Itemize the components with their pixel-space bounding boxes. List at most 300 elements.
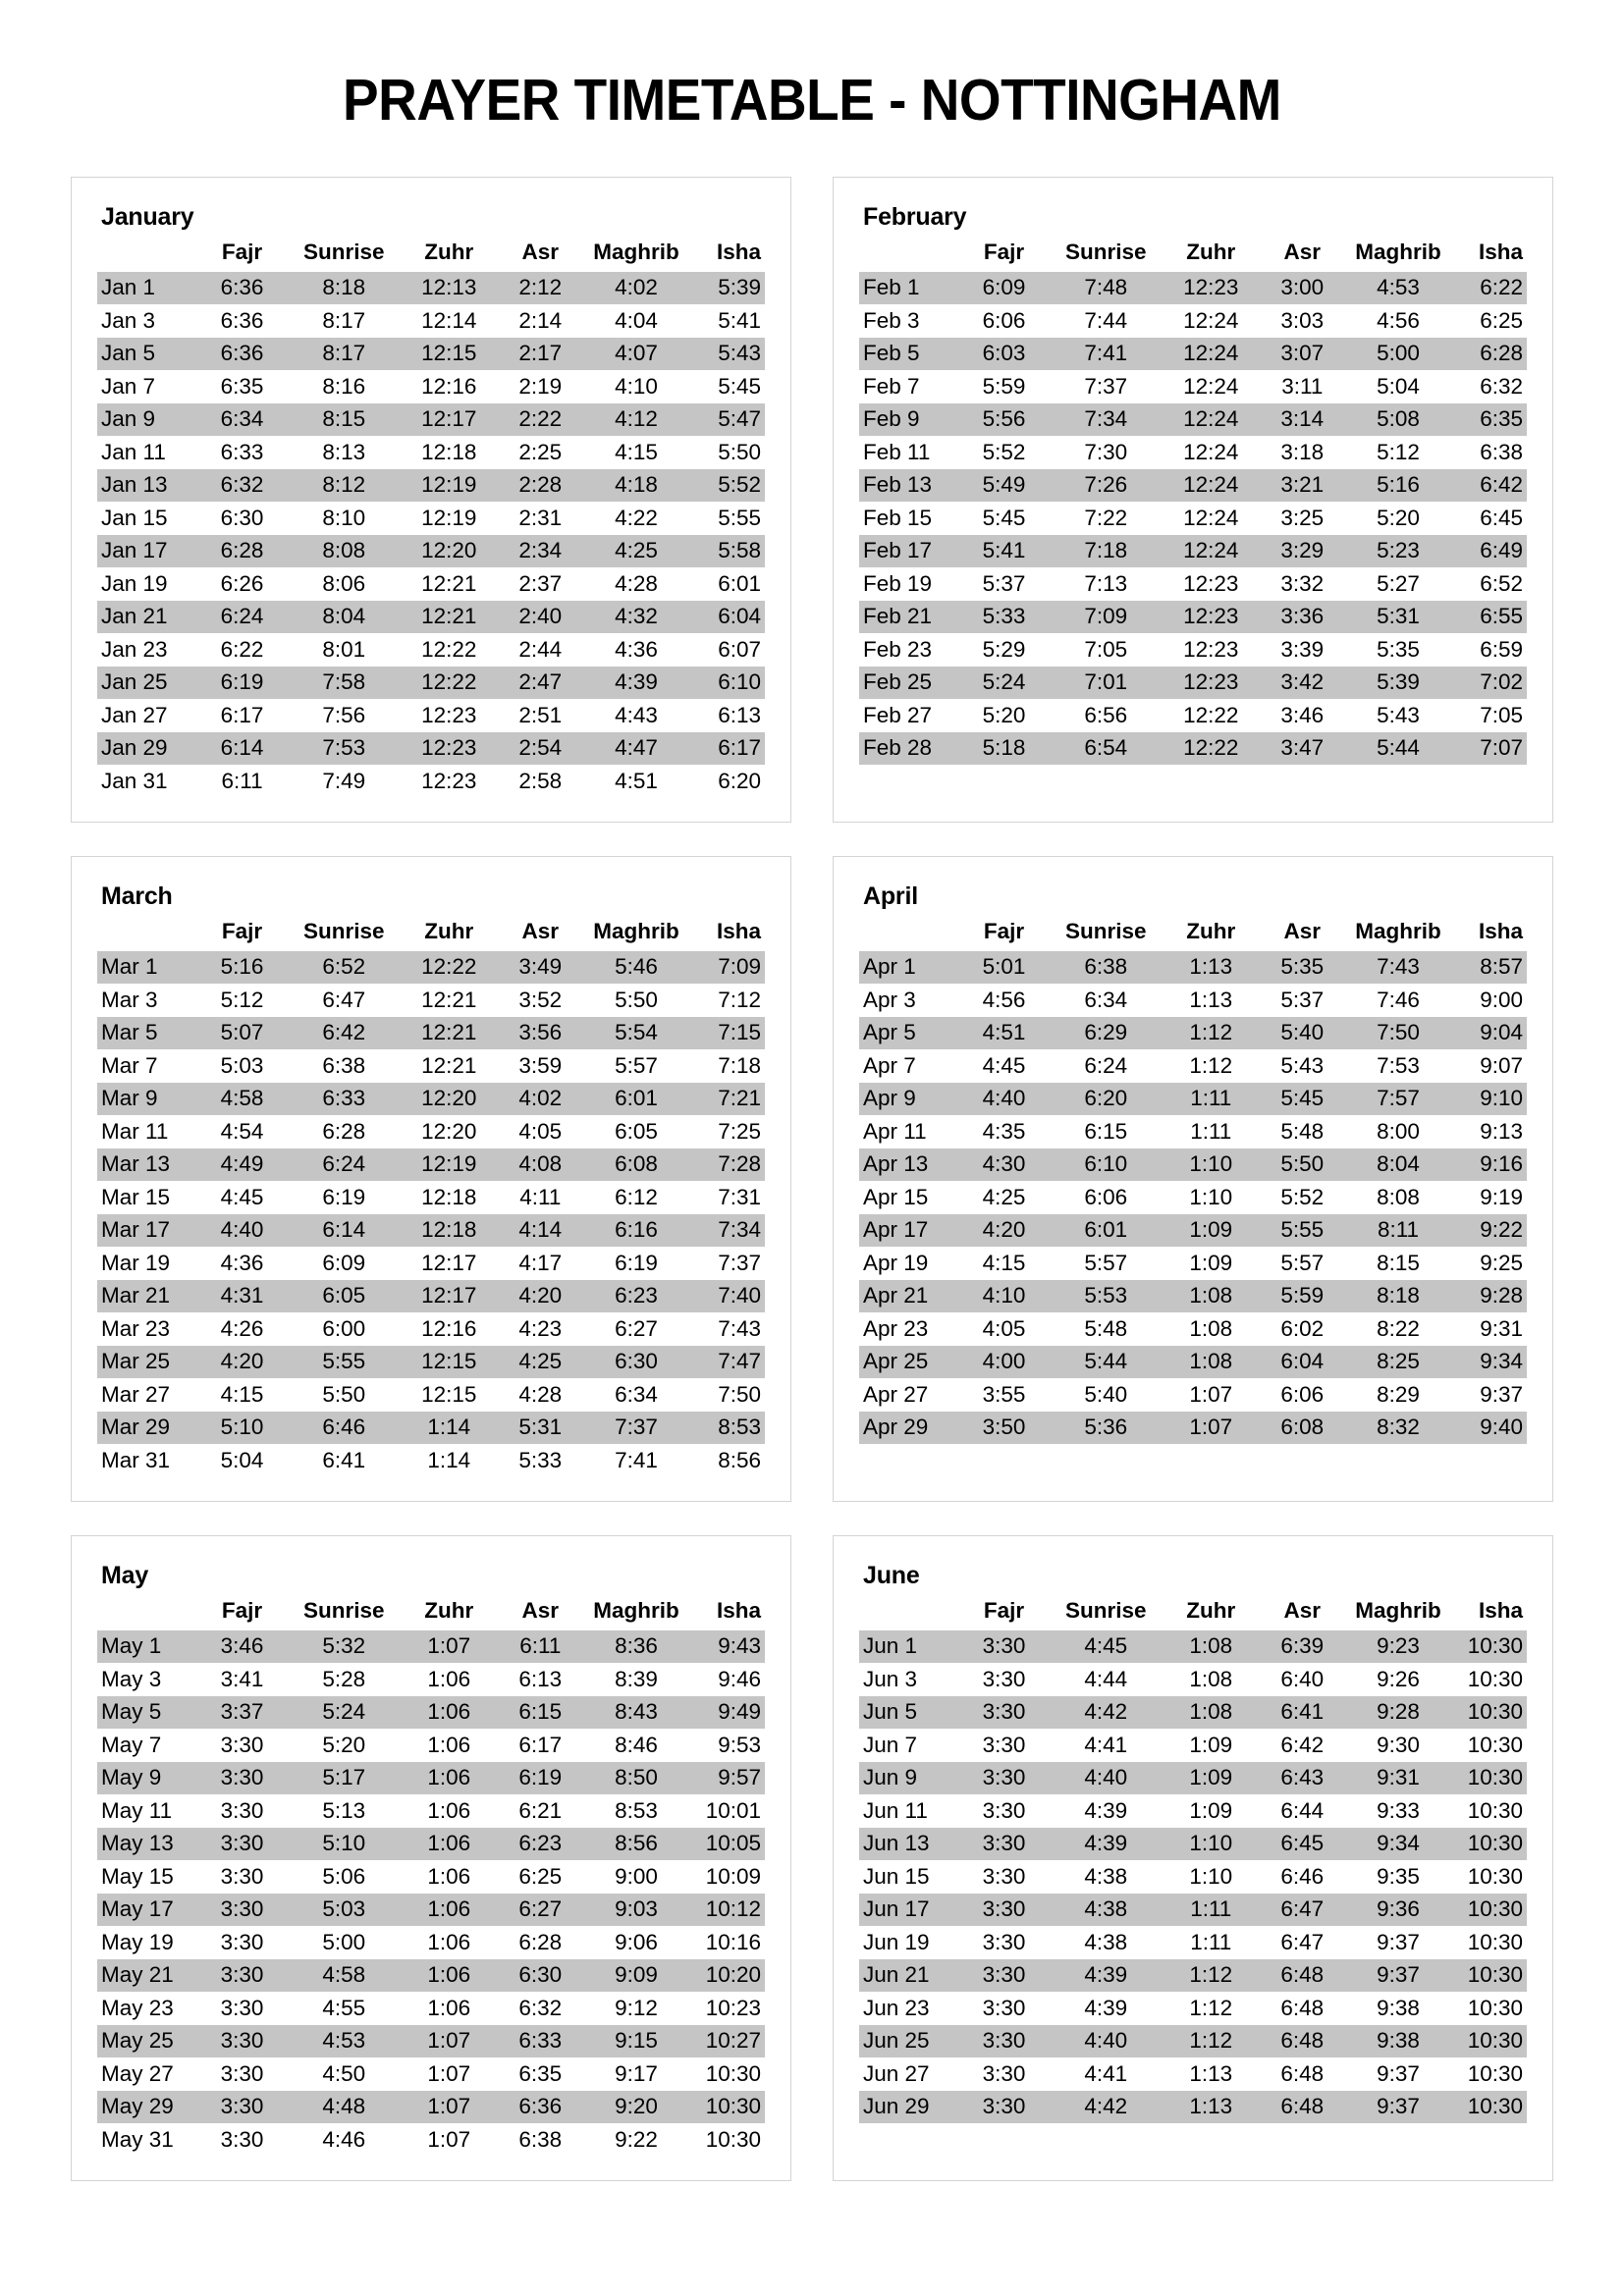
table-row — [97, 1083, 765, 1116]
cell-maghrib: 9:26 — [1377, 1666, 1420, 1691]
cell-maghrib: 6:30 — [583, 1346, 690, 1379]
cell-maghrib: 4:39 — [583, 667, 690, 700]
cell-fajr: 4:31 — [196, 1280, 288, 1313]
table-row — [97, 1017, 765, 1050]
table-row — [97, 502, 765, 535]
cell-date: Apr 29 — [859, 1412, 958, 1445]
cell-zuhr: 1:08 — [1189, 1666, 1233, 1691]
cell-isha: 6:35 — [1452, 403, 1527, 437]
cell-sunrise: 6:47 — [322, 987, 366, 1012]
cell-sunrise: 6:54 — [1050, 732, 1162, 766]
cell-maghrib: 5:57 — [615, 1052, 658, 1078]
cell-maghrib: 7:46 — [1377, 987, 1420, 1012]
cell-maghrib: 5:39 — [1345, 667, 1452, 700]
cell-date: Jan 13 — [97, 469, 196, 503]
cell-date: Mar 19 — [101, 1250, 171, 1275]
cell-maghrib: 9:37 — [1345, 2091, 1452, 2124]
cell-zuhr: 12:24 — [1162, 535, 1260, 568]
cell-asr: 6:46 — [1280, 1863, 1325, 1889]
cell-isha: 10:30 — [1467, 1863, 1523, 1889]
cell-fajr: 6:36 — [220, 307, 264, 333]
cell-fajr: 6:17 — [220, 702, 264, 727]
cell-sunrise: 5:00 — [322, 1929, 366, 1954]
cell-asr: 6:23 — [498, 1828, 582, 1861]
cell-asr: 6:48 — [1260, 2091, 1344, 2124]
cell-isha: 7:25 — [718, 1118, 761, 1144]
cell-zuhr: 12:24 — [1162, 403, 1260, 437]
cell-date: May 27 — [101, 2060, 174, 2086]
cell-fajr: 3:30 — [220, 1732, 264, 1757]
cell-zuhr: 12:22 — [421, 636, 477, 662]
cell-maghrib: 9:38 — [1377, 1995, 1420, 2020]
table-row — [97, 469, 765, 503]
cell-asr: 5:50 — [1260, 1148, 1344, 1182]
cell-sunrise: 7:41 — [1050, 338, 1162, 371]
cell-date: Feb 1 — [859, 272, 958, 305]
cell-asr: 2:51 — [518, 702, 563, 727]
cell-isha: 10:30 — [1452, 1894, 1527, 1927]
column-header-zuhr: Zuhr — [1186, 240, 1236, 265]
cell-isha: 9:22 — [1452, 1214, 1527, 1248]
cell-asr: 6:48 — [1280, 1995, 1325, 2020]
cell-maghrib: 9:23 — [1345, 1630, 1452, 1664]
cell-date: Mar 15 — [101, 1184, 171, 1209]
cell-sunrise: 6:14 — [288, 1214, 400, 1248]
cell-zuhr: 1:07 — [400, 2091, 498, 2124]
cell-asr: 6:27 — [498, 1894, 582, 1927]
cell-maghrib: 8:29 — [1377, 1381, 1420, 1407]
cell-date: Mar 9 — [97, 1083, 196, 1116]
cell-fajr: 6:09 — [958, 272, 1050, 305]
cell-isha: 10:30 — [1452, 1828, 1527, 1861]
cell-date: Jan 5 — [97, 338, 196, 371]
cell-isha: 10:30 — [1467, 1666, 1523, 1691]
cell-isha: 9:40 — [1452, 1412, 1527, 1445]
cell-asr: 3:42 — [1260, 667, 1344, 700]
cell-asr: 6:35 — [518, 2060, 563, 2086]
table-row — [859, 1992, 1527, 2025]
cell-date: Feb 15 — [863, 505, 933, 530]
cell-sunrise: 6:10 — [1050, 1148, 1162, 1182]
cell-isha: 10:30 — [1467, 1995, 1523, 2020]
cell-asr: 6:33 — [498, 2025, 582, 2058]
column-header-zuhr: Zuhr — [1186, 1598, 1236, 1624]
table-header-row — [859, 240, 1527, 272]
cell-maghrib: 7:50 — [1345, 1017, 1452, 1050]
cell-zuhr: 12:18 — [400, 1214, 498, 1248]
cell-maghrib: 4:47 — [583, 732, 690, 766]
cell-sunrise: 8:06 — [322, 570, 366, 596]
cell-sunrise: 8:08 — [288, 535, 400, 568]
cell-fajr: 5:07 — [196, 1017, 288, 1050]
table-row — [859, 2057, 1527, 2091]
cell-maghrib: 8:39 — [615, 1666, 658, 1691]
cell-date: Feb 27 — [863, 702, 933, 727]
cell-sunrise: 8:10 — [322, 505, 366, 530]
cell-asr: 5:52 — [1280, 1184, 1325, 1209]
cell-isha: 9:31 — [1480, 1315, 1523, 1341]
cell-asr: 4:08 — [498, 1148, 582, 1182]
column-header-zuhr: Zuhr — [424, 919, 474, 944]
cell-isha: 6:32 — [1480, 373, 1523, 399]
cell-date: Mar 5 — [97, 1017, 196, 1050]
cell-maghrib: 8:11 — [1345, 1214, 1452, 1248]
cell-maghrib: 6:01 — [583, 1083, 690, 1116]
column-header-date — [97, 240, 196, 272]
table-row — [97, 984, 765, 1017]
cell-isha: 10:30 — [1452, 1959, 1527, 1993]
cell-date: Jun 3 — [863, 1666, 918, 1691]
cell-zuhr: 1:12 — [1162, 2025, 1260, 2058]
cell-maghrib: 5:23 — [1345, 535, 1452, 568]
cell-maghrib: 5:35 — [1377, 636, 1420, 662]
table-row — [97, 304, 765, 338]
cell-maghrib: 9:12 — [615, 1995, 658, 2020]
cell-date: Apr 27 — [863, 1381, 929, 1407]
cell-sunrise: 7:09 — [1050, 601, 1162, 634]
cell-sunrise: 4:48 — [288, 2091, 400, 2124]
cell-sunrise: 4:41 — [1084, 1732, 1128, 1757]
cell-zuhr: 12:21 — [421, 1052, 477, 1078]
cell-isha: 10:30 — [1467, 2060, 1523, 2086]
cell-asr: 5:45 — [1260, 1083, 1344, 1116]
cell-date: Feb 9 — [859, 403, 958, 437]
month-title: March — [101, 881, 173, 910]
cell-asr: 3:25 — [1280, 505, 1325, 530]
cell-sunrise: 5:17 — [288, 1762, 400, 1795]
cell-zuhr: 1:08 — [1162, 1280, 1260, 1313]
cell-zuhr: 12:23 — [421, 768, 477, 793]
cell-sunrise: 6:52 — [288, 951, 400, 985]
cell-isha: 9:00 — [1480, 987, 1523, 1012]
cell-asr: 6:36 — [498, 2091, 582, 2124]
cell-date: Jun 29 — [859, 2091, 958, 2124]
cell-isha: 10:16 — [705, 1929, 761, 1954]
cell-sunrise: 4:50 — [322, 2060, 366, 2086]
cell-zuhr: 1:06 — [400, 1696, 498, 1730]
cell-zuhr: 1:07 — [400, 1630, 498, 1664]
cell-fajr: 4:54 — [220, 1118, 264, 1144]
cell-sunrise: 5:28 — [322, 1666, 366, 1691]
cell-maghrib: 9:03 — [583, 1894, 690, 1927]
cell-maghrib: 6:19 — [615, 1250, 658, 1275]
column-header-zuhr: Zuhr — [1186, 919, 1236, 944]
cell-date: Apr 11 — [863, 1118, 927, 1144]
cell-zuhr: 1:09 — [1162, 1762, 1260, 1795]
cell-maghrib: 6:27 — [615, 1315, 658, 1341]
column-header-maghrib: Maghrib — [1355, 1598, 1441, 1624]
cell-zuhr: 12:22 — [400, 951, 498, 985]
table-row — [97, 1663, 765, 1696]
title-container — [71, 0, 1553, 177]
cell-asr: 3:29 — [1260, 535, 1344, 568]
column-header-fajr: Fajr — [983, 240, 1025, 265]
cell-sunrise: 7:34 — [1050, 403, 1162, 437]
cell-maghrib: 9:31 — [1345, 1762, 1452, 1795]
cell-zuhr: 1:12 — [1162, 1959, 1260, 1993]
cell-maghrib: 8:46 — [615, 1732, 658, 1757]
cell-sunrise: 7:01 — [1050, 667, 1162, 700]
cell-asr: 6:48 — [1280, 2060, 1325, 2086]
cell-fajr: 4:00 — [958, 1346, 1050, 1379]
cell-fajr: 5:59 — [982, 373, 1026, 399]
cell-isha: 7:15 — [690, 1017, 765, 1050]
cell-zuhr: 1:13 — [1189, 2060, 1233, 2086]
cell-sunrise: 4:39 — [1084, 1995, 1128, 2020]
months-grid — [71, 177, 1553, 2181]
cell-zuhr: 1:06 — [400, 1828, 498, 1861]
cell-date: Mar 17 — [97, 1214, 196, 1248]
cell-fajr: 6:36 — [196, 338, 288, 371]
cell-zuhr: 1:14 — [427, 1447, 471, 1472]
cell-zuhr: 12:22 — [1162, 732, 1260, 766]
cell-maghrib: 5:16 — [1345, 469, 1452, 503]
cell-date: May 7 — [101, 1732, 162, 1757]
cell-zuhr: 12:17 — [400, 1280, 498, 1313]
cell-maghrib: 4:18 — [583, 469, 690, 503]
column-header-fajr: Fajr — [983, 919, 1025, 944]
cell-fajr: 4:35 — [982, 1118, 1026, 1144]
cell-asr: 2:28 — [498, 469, 582, 503]
column-header-sunrise: Sunrise — [302, 240, 385, 265]
cell-maghrib: 5:50 — [615, 987, 658, 1012]
cell-date: Feb 21 — [859, 601, 958, 634]
cell-isha: 6:45 — [1480, 505, 1523, 530]
cell-zuhr: 12:16 — [421, 373, 477, 399]
table-row — [97, 601, 765, 634]
table-row — [97, 535, 765, 568]
cell-asr: 4:20 — [498, 1280, 582, 1313]
cell-date: Jan 15 — [101, 505, 168, 530]
cell-asr: 4:05 — [518, 1118, 563, 1144]
table-row — [97, 1181, 765, 1214]
cell-zuhr: 1:12 — [1162, 1017, 1260, 1050]
cell-date: Apr 25 — [859, 1346, 958, 1379]
cell-maghrib: 9:09 — [583, 1959, 690, 1993]
cell-date: May 21 — [97, 1959, 196, 1993]
cell-sunrise: 4:39 — [1050, 1828, 1162, 1861]
table-row — [97, 1729, 765, 1762]
cell-zuhr: 1:10 — [1162, 1148, 1260, 1182]
cell-isha: 10:30 — [1452, 1630, 1527, 1664]
cell-isha: 7:12 — [718, 987, 761, 1012]
table-row — [859, 984, 1527, 1017]
cell-zuhr: 12:15 — [400, 338, 498, 371]
table-row — [859, 1017, 1527, 1050]
table-header-row — [97, 1598, 765, 1630]
cell-asr: 3:56 — [498, 1017, 582, 1050]
cell-sunrise: 5:44 — [1050, 1346, 1162, 1379]
cell-date: May 11 — [101, 1797, 173, 1823]
cell-zuhr: 12:20 — [400, 1083, 498, 1116]
cell-date: Jan 11 — [101, 439, 166, 464]
cell-zuhr: 12:23 — [1162, 601, 1260, 634]
cell-sunrise: 6:06 — [1084, 1184, 1128, 1209]
cell-maghrib: 4:12 — [583, 403, 690, 437]
month-card-may — [71, 1535, 791, 2181]
cell-zuhr: 12:18 — [421, 439, 477, 464]
cell-asr: 4:02 — [498, 1083, 582, 1116]
cell-isha: 5:58 — [690, 535, 765, 568]
cell-sunrise: 6:19 — [322, 1184, 366, 1209]
cell-date: Jun 27 — [863, 2060, 930, 2086]
cell-date: Apr 3 — [863, 987, 916, 1012]
cell-zuhr: 1:06 — [427, 1929, 471, 1954]
column-header-isha: Isha — [1478, 919, 1523, 944]
cell-date: Jan 1 — [97, 272, 196, 305]
cell-isha: 7:21 — [690, 1083, 765, 1116]
table-header-row — [859, 1598, 1527, 1630]
cell-zuhr: 12:14 — [421, 307, 477, 333]
cell-fajr: 5:16 — [196, 951, 288, 985]
cell-zuhr: 12:18 — [421, 1184, 477, 1209]
cell-date: Feb 23 — [863, 636, 933, 662]
cell-sunrise: 4:39 — [1084, 1797, 1128, 1823]
cell-fajr: 5:03 — [220, 1052, 264, 1078]
cell-fajr: 4:45 — [220, 1184, 264, 1209]
cell-zuhr: 12:23 — [1183, 570, 1239, 596]
table-row — [97, 765, 765, 798]
table-row — [97, 1992, 765, 2025]
prayer-times-table — [97, 919, 765, 1477]
cell-asr: 4:17 — [518, 1250, 563, 1275]
cell-date: Jun 21 — [859, 1959, 958, 1993]
table-row — [859, 1412, 1527, 1445]
table-row — [859, 403, 1527, 437]
cell-asr: 5:35 — [1260, 951, 1344, 985]
cell-fajr: 3:30 — [958, 2091, 1050, 2124]
cell-asr: 3:14 — [1260, 403, 1344, 437]
cell-sunrise: 6:05 — [288, 1280, 400, 1313]
cell-sunrise: 4:58 — [288, 1959, 400, 1993]
table-row — [97, 370, 765, 403]
cell-maghrib: 5:20 — [1377, 505, 1420, 530]
cell-fajr: 3:37 — [196, 1696, 288, 1730]
table-row — [97, 1412, 765, 1445]
cell-isha: 6:59 — [1480, 636, 1523, 662]
cell-date: Apr 9 — [859, 1083, 958, 1116]
cell-sunrise: 6:38 — [322, 1052, 366, 1078]
cell-isha: 10:23 — [705, 1995, 761, 2020]
cell-zuhr: 1:07 — [1162, 1412, 1260, 1445]
cell-isha: 7:31 — [718, 1184, 761, 1209]
column-header-fajr: Fajr — [221, 919, 263, 944]
cell-maghrib: 7:43 — [1345, 951, 1452, 985]
cell-sunrise: 6:29 — [1050, 1017, 1162, 1050]
prayer-times-table — [97, 1598, 765, 2157]
cell-maghrib: 9:37 — [1377, 1929, 1420, 1954]
cell-isha: 9:04 — [1452, 1017, 1527, 1050]
cell-sunrise: 5:55 — [288, 1346, 400, 1379]
cell-fajr: 3:30 — [220, 1797, 264, 1823]
cell-fajr: 4:26 — [220, 1315, 264, 1341]
cell-fajr: 3:30 — [982, 1863, 1026, 1889]
cell-zuhr: 12:24 — [1183, 373, 1239, 399]
cell-isha: 10:30 — [690, 2091, 765, 2124]
cell-date: Jun 25 — [859, 2025, 958, 2058]
cell-sunrise: 5:40 — [1084, 1381, 1128, 1407]
table-row — [859, 1894, 1527, 1927]
cell-sunrise: 5:32 — [288, 1630, 400, 1664]
cell-sunrise: 6:24 — [1084, 1052, 1128, 1078]
cell-asr: 6:41 — [1260, 1696, 1344, 1730]
cell-sunrise: 8:17 — [288, 338, 400, 371]
cell-maghrib: 9:22 — [615, 2126, 658, 2152]
cell-asr: 2:54 — [498, 732, 582, 766]
cell-zuhr: 12:24 — [1183, 439, 1239, 464]
cell-asr: 5:37 — [1280, 987, 1325, 1012]
cell-maghrib: 5:00 — [1345, 338, 1452, 371]
table-header-row — [859, 919, 1527, 951]
table-row — [859, 1959, 1527, 1993]
cell-zuhr: 12:21 — [400, 601, 498, 634]
table-row — [859, 1115, 1527, 1148]
cell-zuhr: 1:13 — [1189, 987, 1233, 1012]
cell-zuhr: 1:06 — [427, 1995, 471, 2020]
cell-isha: 10:30 — [1452, 2025, 1527, 2058]
prayer-times-table — [859, 919, 1527, 1444]
table-row — [97, 1630, 765, 1664]
cell-date: Feb 13 — [859, 469, 958, 503]
cell-zuhr: 1:06 — [427, 1797, 471, 1823]
table-row — [97, 1247, 765, 1280]
cell-date: Jun 23 — [863, 1995, 930, 2020]
cell-isha: 6:28 — [1452, 338, 1527, 371]
cell-maghrib: 8:22 — [1377, 1315, 1420, 1341]
cell-sunrise: 5:20 — [322, 1732, 366, 1757]
cell-maghrib: 9:28 — [1345, 1696, 1452, 1730]
cell-date: Feb 11 — [863, 439, 931, 464]
cell-maghrib: 8:00 — [1377, 1118, 1420, 1144]
cell-date: May 3 — [101, 1666, 162, 1691]
cell-isha: 9:53 — [718, 1732, 761, 1757]
table-row — [97, 1762, 765, 1795]
table-row — [97, 1828, 765, 1861]
cell-isha: 5:47 — [690, 403, 765, 437]
cell-sunrise: 5:24 — [288, 1696, 400, 1730]
cell-zuhr: 12:22 — [400, 667, 498, 700]
cell-fajr: 3:30 — [982, 1995, 1026, 2020]
cell-date: May 9 — [97, 1762, 196, 1795]
cell-isha: 8:56 — [718, 1447, 761, 1472]
table-row — [97, 699, 765, 732]
column-header-sunrise: Sunrise — [1064, 1598, 1147, 1624]
cell-zuhr: 1:07 — [1189, 1381, 1233, 1407]
cell-asr: 5:59 — [1260, 1280, 1344, 1313]
cell-maghrib: 9:33 — [1377, 1797, 1420, 1823]
cell-fajr: 3:30 — [196, 1894, 288, 1927]
cell-date: Jan 25 — [97, 667, 196, 700]
cell-date: May 25 — [97, 2025, 196, 2058]
cell-fajr: 3:46 — [196, 1630, 288, 1664]
cell-zuhr: 12:22 — [1183, 702, 1239, 727]
cell-asr: 3:07 — [1260, 338, 1344, 371]
cell-isha: 10:27 — [690, 2025, 765, 2058]
cell-sunrise: 8:04 — [288, 601, 400, 634]
cell-isha: 10:30 — [1467, 1797, 1523, 1823]
cell-isha: 10:30 — [1452, 1762, 1527, 1795]
cell-sunrise: 7:13 — [1084, 570, 1128, 596]
cell-maghrib: 9:17 — [615, 2060, 658, 2086]
cell-sunrise: 6:33 — [288, 1083, 400, 1116]
column-header-fajr: Fajr — [983, 1598, 1025, 1624]
cell-date: Jun 1 — [859, 1630, 958, 1664]
column-header-maghrib: Maghrib — [593, 919, 679, 944]
cell-isha: 5:52 — [690, 469, 765, 503]
cell-sunrise: 7:53 — [288, 732, 400, 766]
cell-isha: 6:04 — [690, 601, 765, 634]
cell-fajr: 6:26 — [220, 570, 264, 596]
